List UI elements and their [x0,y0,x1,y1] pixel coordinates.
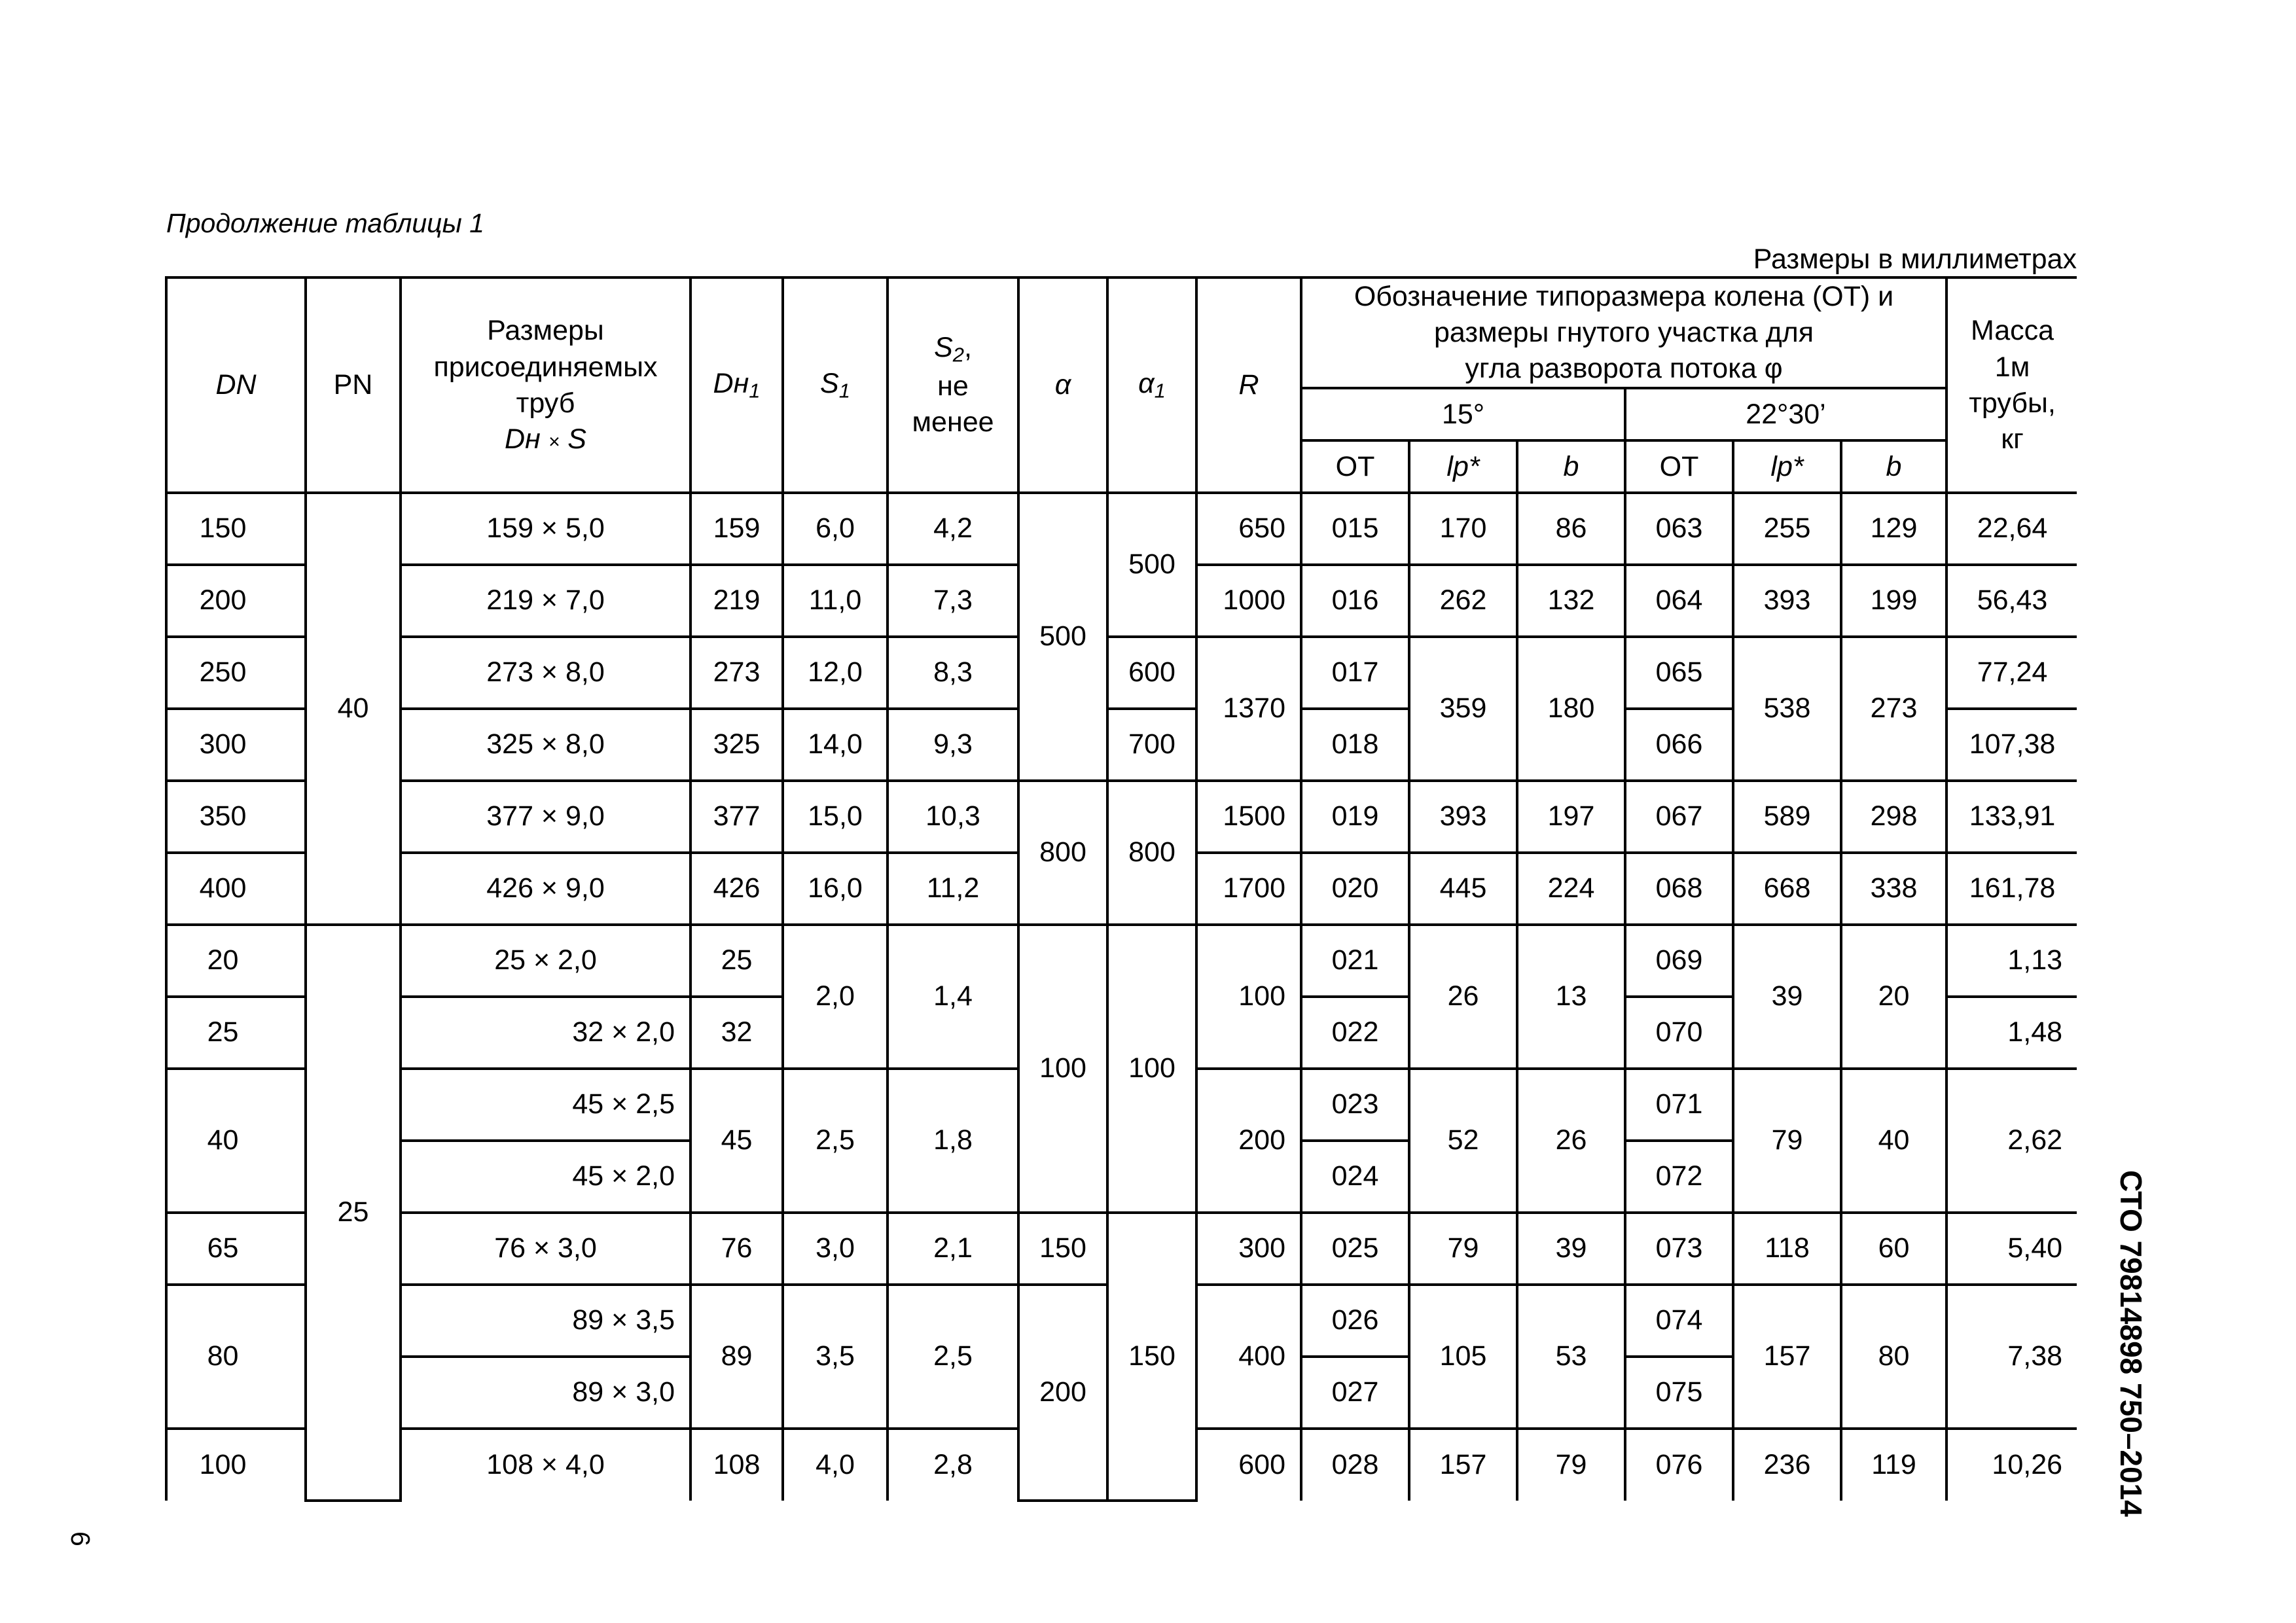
cell-lp15: 52 [1409,1069,1517,1213]
header-s2-sub: 2 [952,344,964,367]
cell-dn: 20 [166,925,306,997]
cell-ot22: 070 [1625,997,1733,1069]
cell-dn: 100 [166,1429,306,1501]
header-dh1-base: Dн [713,368,749,400]
cell-pipe: 108 × 4,0 [401,1429,691,1501]
cell-ot22: 069 [1625,925,1733,997]
cell-b22: 273 [1841,637,1946,781]
cell-dn: 250 [166,637,306,709]
cell-b15: 224 [1517,853,1625,925]
cell-s1: 3,5 [783,1285,888,1429]
cell-r: 1000 [1196,565,1301,637]
cell-s1: 14,0 [783,709,888,781]
cell-dh1: 108 [691,1429,783,1501]
cell-mass: 107,38 [1946,709,2077,781]
cell-ot22: 066 [1625,709,1733,781]
cell-mass: 22,64 [1946,493,2077,565]
page-number: 6 [65,1531,96,1546]
cell-dn: 200 [166,565,306,637]
cell-ot22: 075 [1625,1357,1733,1429]
cell-ot15: 020 [1301,853,1409,925]
header-pipe-size-dn: Dн [505,423,541,455]
cell-ot22: 064 [1625,565,1733,637]
dimensions-table [165,276,2077,1502]
cell-s1: 3,0 [783,1213,888,1285]
cell-b15: 13 [1517,925,1625,1069]
cell-s2: 9,3 [888,709,1018,781]
header-s2-line2: не [937,370,969,402]
cell-alpha1: 800 [1107,781,1196,925]
cell-s2: 2,1 [888,1213,1018,1285]
cell-s1: 11,0 [783,565,888,637]
cell-b22: 119 [1841,1429,1946,1501]
cell-ot15: 025 [1301,1213,1409,1285]
header-alpha1-sub: 1 [1154,380,1166,403]
cell-alpha1: 500 [1107,493,1196,637]
header-pipe-size-line2: присоединяемых [433,351,658,383]
cell-dn: 80 [166,1285,306,1429]
cell-lp15: 79 [1409,1213,1517,1285]
cell-s1: 16,0 [783,853,888,925]
cell-b22: 129 [1841,493,1946,565]
header-designation-line2: размеры гнутого участка для [1433,317,1814,349]
table-row [166,781,2077,853]
table-row [166,1213,2077,1285]
cell-mass: 10,26 [1946,1429,2077,1501]
header-s2 [888,277,1018,493]
cell-ot15: 024 [1301,1141,1409,1213]
cell-lp22: 589 [1733,781,1841,853]
cell-ot22: 076 [1625,1429,1733,1501]
cell-b22: 20 [1841,925,1946,1069]
cell-lp22: 79 [1733,1069,1841,1213]
header-mass-line1: Масса [1970,315,2054,347]
document-code: СТО 79814898 750–2014 [2114,1170,2148,1517]
header-mass-line4: кг [2001,423,2024,455]
cell-alpha: 800 [1018,781,1107,925]
cell-b22: 60 [1841,1213,1946,1285]
dimensions-table-wrapper [165,276,2077,1509]
cell-b15: 39 [1517,1213,1625,1285]
cell-ot15: 022 [1301,997,1409,1069]
cell-dh1: 377 [691,781,783,853]
header-pipe-size-line4 [402,421,689,457]
cell-dn: 300 [166,709,306,781]
cell-ot15: 017 [1301,637,1409,709]
header-mass-line3: трубы, [1969,387,2056,419]
cell-mass: 161,78 [1946,853,2077,925]
cell-dn: 65 [166,1213,306,1285]
cell-pipe: 45 × 2,5 [401,1069,691,1141]
cell-pipe: 377 × 9,0 [401,781,691,853]
cell-b15: 180 [1517,637,1625,781]
header-s2-line3: менее [912,406,994,438]
table-caption: Продолжение таблицы 1 [166,208,484,238]
header-angle-22-30: 22°30’ [1625,388,1946,440]
cell-pipe: 45 × 2,0 [401,1141,691,1213]
header-s2-base: S [934,332,953,364]
header-dn: DN [166,277,306,493]
cell-ot15: 015 [1301,493,1409,565]
cell-b22: 80 [1841,1285,1946,1429]
cell-pipe: 219 × 7,0 [401,565,691,637]
cell-dh1: 76 [691,1213,783,1285]
header-designation-line3: угла разворота потока φ [1465,353,1783,385]
header-mass-line2: 1м [1994,351,2030,383]
cell-alpha1: 100 [1107,925,1196,1213]
header-s2-line1 [889,330,1017,368]
cell-ot15: 016 [1301,565,1409,637]
cell-lp15: 157 [1409,1429,1517,1501]
header-s2-suffix: , [963,332,972,364]
cell-mass: 133,91 [1946,781,2077,853]
cell-b22: 40 [1841,1069,1946,1213]
cell-lp22: 255 [1733,493,1841,565]
cell-mass: 5,40 [1946,1213,2077,1285]
cell-dn: 150 [166,493,306,565]
cell-r: 650 [1196,493,1301,565]
cell-dh1: 32 [691,997,783,1069]
cell-mass: 2,62 [1946,1069,2077,1213]
header-dh1 [691,277,783,493]
cell-lp22: 118 [1733,1213,1841,1285]
cell-s2: 2,5 [888,1285,1018,1429]
cell-dn: 40 [166,1069,306,1213]
header-s1-sub: 1 [838,380,850,403]
header-lp-22: lp* [1733,440,1841,493]
cell-b22: 199 [1841,565,1946,637]
cell-pipe: 325 × 8,0 [401,709,691,781]
cell-ot15: 018 [1301,709,1409,781]
cell-r: 1370 [1196,637,1301,781]
cell-alpha: 150 [1018,1213,1107,1285]
cell-b15: 53 [1517,1285,1625,1429]
table-row [166,493,2077,565]
cell-lp15: 105 [1409,1285,1517,1429]
cell-ot15: 019 [1301,781,1409,853]
cell-b22: 298 [1841,781,1946,853]
cell-r: 300 [1196,1213,1301,1285]
cell-mass: 1,13 [1946,925,2077,997]
cell-s2: 7,3 [888,565,1018,637]
table-row [166,637,2077,709]
cell-lp22: 157 [1733,1285,1841,1429]
cell-pipe: 426 × 9,0 [401,853,691,925]
cell-s2: 4,2 [888,493,1018,565]
cell-s1: 12,0 [783,637,888,709]
cell-alpha1: 600 [1107,637,1196,709]
cell-b15: 86 [1517,493,1625,565]
cell-alpha: 200 [1018,1285,1107,1501]
cell-s1: 15,0 [783,781,888,853]
header-lp-15: lp* [1409,440,1517,493]
cell-r: 400 [1196,1285,1301,1429]
cell-alpha1: 700 [1107,709,1196,781]
cell-pipe: 159 × 5,0 [401,493,691,565]
header-designation [1301,277,1946,388]
cell-s2: 2,8 [888,1429,1018,1501]
cell-ot22: 067 [1625,781,1733,853]
cell-alpha1: 150 [1107,1213,1196,1501]
cell-r: 200 [1196,1069,1301,1213]
cell-r: 600 [1196,1429,1301,1501]
cell-pipe: 273 × 8,0 [401,637,691,709]
units-note: Размеры в миллиметрах [1753,243,2077,275]
cell-pipe: 89 × 3,0 [401,1357,691,1429]
cell-ot22: 072 [1625,1141,1733,1213]
cell-ot22: 063 [1625,493,1733,565]
cell-dn: 350 [166,781,306,853]
cell-lp15: 170 [1409,493,1517,565]
cell-ot15: 023 [1301,1069,1409,1141]
cell-lp15: 359 [1409,637,1517,781]
cell-alpha: 100 [1018,925,1107,1213]
cell-ot15: 028 [1301,1429,1409,1501]
cell-ot15: 027 [1301,1357,1409,1429]
header-ot-22: ОТ [1625,440,1733,493]
cell-dh1: 45 [691,1069,783,1213]
cell-s2: 10,3 [888,781,1018,853]
header-alpha: α [1018,277,1107,493]
header-alpha1-base: α [1138,368,1155,400]
cell-b15: 197 [1517,781,1625,853]
cell-ot15: 026 [1301,1285,1409,1357]
cell-s1: 4,0 [783,1429,888,1501]
header-b-22: b [1841,440,1946,493]
cell-dh1: 273 [691,637,783,709]
cell-dh1: 159 [691,493,783,565]
header-pipe-size [401,277,691,493]
header-s1-base: S [820,368,839,400]
cell-lp15: 445 [1409,853,1517,925]
cell-lp15: 393 [1409,781,1517,853]
header-alpha1 [1107,277,1196,493]
header-r: R [1196,277,1301,493]
cell-s2: 11,2 [888,853,1018,925]
header-angle-15: 15° [1301,388,1625,440]
header-ot-15: ОТ [1301,440,1409,493]
cell-dh1: 25 [691,925,783,997]
cell-lp22: 236 [1733,1429,1841,1501]
cell-b15: 79 [1517,1429,1625,1501]
cell-pipe: 89 × 3,5 [401,1285,691,1357]
header-b-15: b [1517,440,1625,493]
multiply-sign: × [548,431,560,453]
cell-pipe: 25 × 2,0 [401,925,691,997]
cell-mass: 7,38 [1946,1285,2077,1429]
cell-lp22: 393 [1733,565,1841,637]
cell-ot15: 021 [1301,925,1409,997]
cell-lp15: 262 [1409,565,1517,637]
header-designation-line1: Обозначение типоразмера колена (ОТ) и [1354,281,1894,312]
header-pipe-size-line1: Размеры [487,315,604,347]
cell-s2: 8,3 [888,637,1018,709]
header-pn: PN [306,277,401,493]
cell-s1: 2,0 [783,925,888,1069]
cell-ot22: 073 [1625,1213,1733,1285]
cell-s1: 6,0 [783,493,888,565]
cell-r: 1500 [1196,781,1301,853]
cell-r: 1700 [1196,853,1301,925]
cell-dh1: 219 [691,565,783,637]
cell-lp22: 668 [1733,853,1841,925]
cell-mass: 56,43 [1946,565,2077,637]
cell-pipe: 76 × 3,0 [401,1213,691,1285]
cell-s2: 1,4 [888,925,1018,1069]
cell-lp22: 39 [1733,925,1841,1069]
cell-ot22: 068 [1625,853,1733,925]
header-mass [1946,277,2077,493]
header-pipe-size-line3: труб [516,387,575,419]
cell-ot22: 071 [1625,1069,1733,1141]
cell-b22: 338 [1841,853,1946,925]
cell-lp22: 538 [1733,637,1841,781]
cell-lp15: 26 [1409,925,1517,1069]
cell-dh1: 89 [691,1285,783,1429]
cell-dn: 25 [166,997,306,1069]
cell-ot22: 065 [1625,637,1733,709]
cell-b15: 132 [1517,565,1625,637]
cell-dn: 400 [166,853,306,925]
cell-s2: 1,8 [888,1069,1018,1213]
cell-dh1: 426 [691,853,783,925]
cell-r: 100 [1196,925,1301,1069]
cell-alpha: 500 [1018,493,1107,781]
cell-mass: 1,48 [1946,997,2077,1069]
cell-b15: 26 [1517,1069,1625,1213]
header-pipe-size-s: S [567,423,586,455]
table-row [166,925,2077,997]
cell-mass: 77,24 [1946,637,2077,709]
cell-s1: 2,5 [783,1069,888,1213]
cell-ot22: 074 [1625,1285,1733,1357]
cell-pn: 40 [306,493,401,925]
header-s1 [783,277,888,493]
cell-pipe: 32 × 2,0 [401,997,691,1069]
cell-dh1: 325 [691,709,783,781]
header-dh1-sub: 1 [749,380,761,403]
cell-pn: 25 [306,925,401,1501]
